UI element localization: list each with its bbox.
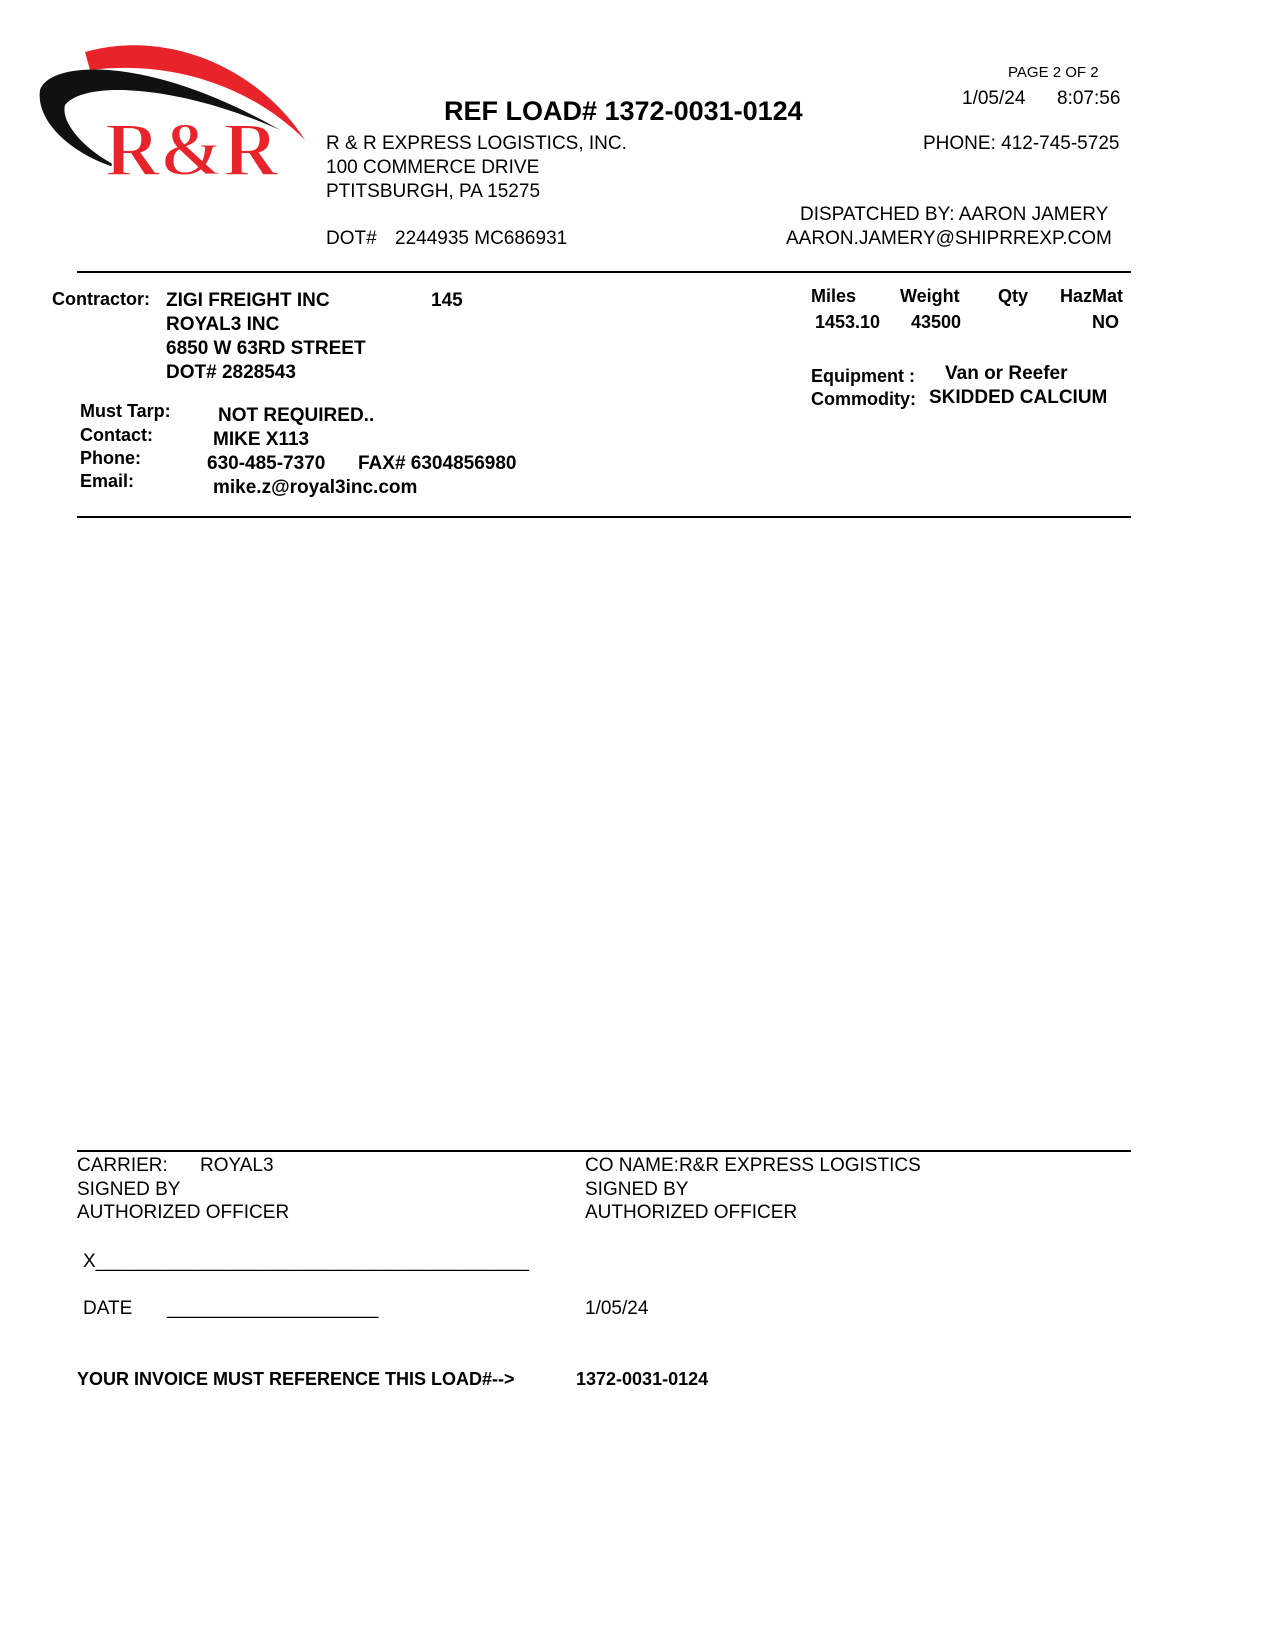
contractor-dot: DOT# 2828543 — [166, 362, 296, 383]
contractor-line-2: ROYAL3 INC — [166, 314, 280, 335]
dispatcher-email: AARON.JAMERY@SHIPRREXP.COM — [786, 228, 1112, 249]
date-line[interactable]: ____________________ — [167, 1298, 379, 1319]
fax-value: FAX# 6304856980 — [358, 453, 517, 474]
dot-label: DOT# — [326, 228, 377, 249]
commodity-value: SKIDDED CALCIUM — [929, 387, 1108, 408]
company-address-1: 100 COMMERCE DRIVE — [326, 157, 540, 178]
miles-header: Miles — [811, 286, 857, 306]
contractor-line-3: 6850 W 63RD STREET — [166, 338, 366, 359]
contractor-divider — [77, 516, 1131, 518]
logo-text: R&R — [105, 108, 279, 190]
commodity-label: Commodity: — [811, 389, 916, 409]
equipment-label: Equipment : — [811, 366, 915, 386]
date-value: 1/05/24 — [585, 1298, 649, 1319]
hazmat-header: HazMat — [1060, 286, 1124, 306]
company-name: R & R EXPRESS LOGISTICS, INC. — [326, 133, 627, 154]
header-time: 8:07:56 — [1057, 88, 1121, 109]
page-number: PAGE 2 OF 2 — [1008, 64, 1099, 81]
company-address-2: PTITSBURGH, PA 15275 — [326, 181, 541, 202]
signature-line[interactable]: X_________________________________________ — [83, 1251, 529, 1272]
co-signed-by: SIGNED BY — [585, 1179, 689, 1200]
ref-load-title: REF LOAD# 1372-0031-0124 — [444, 96, 803, 126]
weight-header: Weight — [900, 286, 960, 306]
contractor-label: Contractor: — [52, 289, 150, 309]
logo-swoosh — [30, 30, 330, 190]
must-tarp-value: NOT REQUIRED.. — [218, 405, 375, 426]
contact-value: MIKE X113 — [213, 429, 310, 450]
company-logo — [30, 30, 330, 190]
invoice-load-number: 1372-0031-0124 — [576, 1369, 709, 1389]
carrier-value: ROYAL3 — [200, 1155, 274, 1176]
invoice-note: YOUR INVOICE MUST REFERENCE THIS LOAD#--> — [77, 1369, 515, 1389]
contractor-number: 145 — [431, 290, 463, 311]
date-label: DATE — [83, 1298, 133, 1319]
miles-value: 1453.10 — [815, 312, 881, 332]
email-value: mike.z@royal3inc.com — [213, 477, 418, 498]
weight-value: 43500 — [911, 312, 962, 332]
header-divider — [77, 271, 1131, 273]
phone-label: Phone: — [80, 448, 141, 468]
co-authorized-officer: AUTHORIZED OFFICER — [585, 1202, 798, 1223]
qty-header: Qty — [998, 286, 1029, 306]
dot-value: 2244935 MC686931 — [395, 228, 568, 249]
header-date: 1/05/24 — [962, 88, 1026, 109]
dispatched-by: DISPATCHED BY: AARON JAMERY — [800, 204, 1109, 225]
contractor-name: ZIGI FREIGHT INC — [166, 290, 330, 311]
co-name: CO NAME:R&R EXPRESS LOGISTICS — [585, 1155, 921, 1176]
carrier-authorized-officer: AUTHORIZED OFFICER — [77, 1202, 290, 1223]
carrier-label: CARRIER: — [77, 1155, 168, 1176]
signature-divider — [77, 1150, 1131, 1152]
carrier-signed-by: SIGNED BY — [77, 1179, 181, 1200]
hazmat-value: NO — [1092, 312, 1119, 332]
company-phone: PHONE: 412-745-5725 — [923, 133, 1120, 154]
equipment-value: Van or Reefer — [945, 363, 1068, 384]
contact-label: Contact: — [80, 425, 153, 445]
must-tarp-label: Must Tarp: — [80, 401, 171, 421]
phone-value: 630-485-7370 — [207, 453, 326, 474]
email-label: Email: — [80, 471, 135, 491]
